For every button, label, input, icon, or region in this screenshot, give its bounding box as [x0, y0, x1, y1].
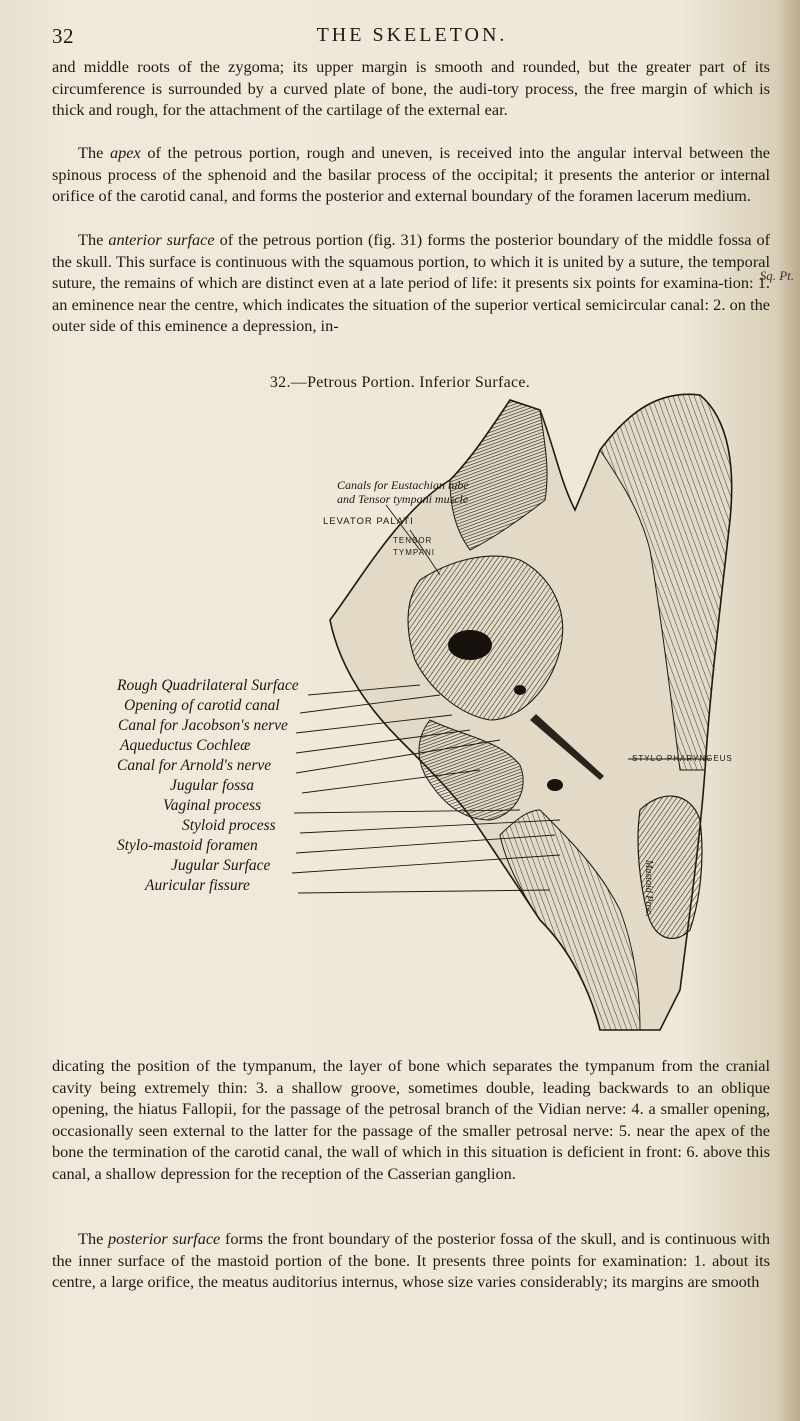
label-canals: Canals for Eustachian tube: [337, 478, 469, 492]
label-levator-palati: LEVATOR PALATI: [323, 516, 414, 527]
text-run: The: [78, 1229, 108, 1248]
aqueduct-opening: [514, 685, 526, 695]
emphasis-anterior-surface: anterior surface: [108, 230, 215, 249]
stylomastoid-opening: [547, 779, 563, 791]
petrous-bone-figure: [0, 390, 800, 1040]
paragraph-posterior-surface: [52, 1228, 770, 1293]
paragraph-anterior-surface: [52, 229, 770, 337]
label-jugular-surface: Jugular Surface: [171, 857, 271, 874]
emphasis-apex: apex: [110, 143, 141, 162]
text-run: The: [78, 143, 110, 162]
figure-caption: 32.—Petrous Portion. Inferior Surface.: [269, 374, 531, 391]
paragraph-apex: [52, 142, 770, 207]
label-canals-2: and Tensor tympani muscle: [337, 492, 469, 506]
text-run: of the petrous portion (fig. 31) forms the posterior boundary of the middle fossa of the skull. This surface is continuous with the squamous portion, to which it is united by a suture, the temporal suture, the remains of which are distinct even at a late period of life: it presents six points for examina-tion: 1. an eminence near the centre, which indicates the situation of the superior vertical semicircular canal: 2. on the outer side of this eminence a depression, in-: [52, 230, 771, 336]
label-stylomastoid: Stylo-mastoid foramen: [117, 837, 258, 854]
text-run: of the petrous portion, rough and uneven, is received into the angular interval between the spinous process of the sphenoid and the basilar process of the occipital; it presents the anterior or internal orifice of the carotid canal, and forms the posterior and external boundary of the foramen lacerum medium.: [52, 143, 770, 206]
label-styloid-process: Styloid process: [182, 817, 276, 834]
label-jugular-fossa: Jugular fossa: [170, 777, 254, 794]
page-number: 32: [52, 24, 74, 48]
running-head: THE SKELETON.: [316, 24, 508, 46]
label-opening-carotid: Opening of carotid canal: [124, 697, 280, 714]
label-stylo-pharyngeus: STYLO-PHARYNGEUS: [632, 754, 733, 763]
text-run: forms the front boundary of the posterior fossa of the skull, and is continuous with the inner surface of the mastoid portion of the bone. It presents three points for examination: 1. about its centre, a large orifice, the meatus auditorius internus, whose size varies considerably; its margins are smooth: [52, 1229, 770, 1292]
label-auricular-fissure: Auricular fissure: [145, 877, 250, 894]
carotid-opening: [448, 630, 492, 660]
label-aqueductus: Aqueductus Cochleæ: [120, 737, 251, 754]
label-jacobson: Canal for Jacobson's nerve: [118, 717, 288, 734]
text-run: The: [78, 230, 109, 249]
label-rough-quadrilateral: Rough Quadrilateral Surface: [117, 677, 299, 694]
paragraph-tympanum: dicating the position of the tympanum, the layer of bone which separates the tympanum from the cranial cavity being extremely thin: 3. a shallow groove, sometimes double, leading backwards to an oblique opening, the hiatus Fallopii, for the passage of the petrosal branch of the Vidian nerve: 4. a smaller opening, occasionally seen external to the latter for the passage of the smaller petrosal nerve: 5. near the apex of the bone the termination of the carotid canal, the wall of which in this situation is deficient in front: 6. above this canal, a shallow depression for the reception of the Casserian ganglion.: [52, 1056, 770, 1183]
label-mastoid: Mastoid Proc.: [643, 860, 654, 917]
paragraph-auditory-process: and middle roots of the zygoma; its upper margin is smooth and rounded, but the greater part of its circumference is surrounded by a curved plate of bone, the audi-tory process, the free margin of which is thick and rough, for the attachment of the cartilage of the external ear.: [52, 57, 770, 120]
emphasis-posterior-surface: posterior surface: [107, 1229, 221, 1248]
label-tensor: TENSOR: [393, 536, 433, 545]
label-vaginal-process: Vaginal process: [163, 797, 262, 814]
label-arnold: Canal for Arnold's nerve: [117, 757, 272, 774]
label-tympani: TYMPANI: [393, 548, 435, 557]
page-header: [52, 22, 772, 52]
margin-annotation: Sq. Pt.: [759, 268, 794, 283]
